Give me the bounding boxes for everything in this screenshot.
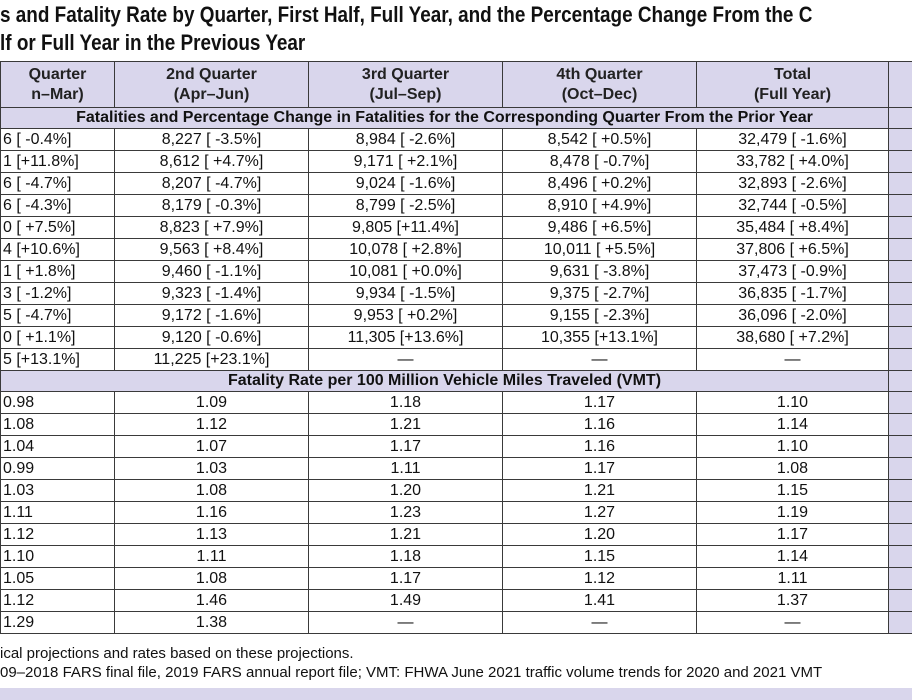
fatalities-cell-q1: 4 [+10.6%] — [1, 239, 115, 261]
rate-cell-q2: 1.13 — [115, 524, 309, 546]
rate-cell-q2: 1.08 — [115, 480, 309, 502]
column-header-1st-quarter: Quarter n–Mar) — [1, 62, 115, 108]
fatalities-cell-q3: — — [309, 349, 503, 371]
cut-off-cell — [889, 524, 912, 546]
cut-off-cell — [889, 546, 912, 568]
rate-cell-total: 1.14 — [697, 414, 889, 436]
cut-off-cell — [889, 261, 912, 283]
rate-cell-q4: 1.17 — [503, 458, 697, 480]
fatalities-cell-total: — — [697, 349, 889, 371]
cut-off-cell — [889, 349, 912, 371]
rate-cell-q1: 1.29 — [1, 612, 115, 634]
fatalities-cell-q4: 8,910 [ +4.9%] — [503, 195, 697, 217]
rate-cell-q4: 1.16 — [503, 436, 697, 458]
rate-cell-q3: 1.18 — [309, 392, 503, 414]
fatalities-cell-total: 32,893 [ -2.6%] — [697, 173, 889, 195]
fatalities-cell-q2: 9,323 [ -1.4%] — [115, 283, 309, 305]
table-header-row — [1, 62, 912, 108]
fatalities-cell-q4: 9,155 [ -2.3%] — [503, 305, 697, 327]
fatalities-cell-q3: 9,934 [ -1.5%] — [309, 283, 503, 305]
rate-cell-q4: 1.17 — [503, 392, 697, 414]
rate-row — [1, 414, 912, 436]
rate-cell-q2: 1.46 — [115, 590, 309, 612]
column-header-3rd-quarter: 3rd Quarter (Jul–Sep) — [309, 62, 503, 108]
rate-cell-q1: 1.10 — [1, 546, 115, 568]
rate-cell-q3: 1.17 — [309, 436, 503, 458]
rate-cell-q4: 1.12 — [503, 568, 697, 590]
rate-cell-q4: 1.15 — [503, 546, 697, 568]
fatalities-cell-q4: 8,542 [ +0.5%] — [503, 129, 697, 151]
fatalities-cell-q2: 9,172 [ -1.6%] — [115, 305, 309, 327]
rate-cell-total: 1.10 — [697, 392, 889, 414]
rate-cell-q3: 1.18 — [309, 546, 503, 568]
rate-cell-total: 1.10 — [697, 436, 889, 458]
rate-row — [1, 480, 912, 502]
rate-row — [1, 546, 912, 568]
fatalities-row — [1, 129, 912, 151]
fatalities-row — [1, 261, 912, 283]
fatalities-cell-q1: 1 [+11.8%] — [1, 151, 115, 173]
fatalities-cell-q4: 9,486 [ +6.5%] — [503, 217, 697, 239]
cut-off-cell — [889, 173, 912, 195]
rate-cell-q1: 1.03 — [1, 480, 115, 502]
fatalities-row — [1, 217, 912, 239]
cut-off-cell — [889, 480, 912, 502]
cut-off-cell — [889, 283, 912, 305]
cut-off-cell — [889, 414, 912, 436]
fatalities-cell-q1: 5 [ -4.7%] — [1, 305, 115, 327]
rate-cell-q3: — — [309, 612, 503, 634]
fatalities-cell-q4: 9,631 [ -3.8%] — [503, 261, 697, 283]
rate-cell-q4: 1.20 — [503, 524, 697, 546]
fatalities-row — [1, 283, 912, 305]
rate-cell-q2: 1.03 — [115, 458, 309, 480]
fatalities-cell-q2: 8,179 [ -0.3%] — [115, 195, 309, 217]
fatalities-cell-q1: 3 [ -1.2%] — [1, 283, 115, 305]
fatalities-cell-q2: 9,563 [ +8.4%] — [115, 239, 309, 261]
fatalities-cell-q3: 8,984 [ -2.6%] — [309, 129, 503, 151]
fatalities-cell-total: 37,473 [ -0.9%] — [697, 261, 889, 283]
fatalities-row — [1, 239, 912, 261]
fatalities-row — [1, 173, 912, 195]
column-header-4th-quarter: 4th Quarter (Oct–Dec) — [503, 62, 697, 108]
fatalities-cell-total: 32,479 [ -1.6%] — [697, 129, 889, 151]
cut-off-cell — [889, 590, 912, 612]
fatalities-cell-total: 37,806 [ +6.5%] — [697, 239, 889, 261]
fatalities-cell-q2: 11,225 [+23.1%] — [115, 349, 309, 371]
fatalities-cell-q3: 9,805 [+11.4%] — [309, 217, 503, 239]
cut-off-cell — [889, 239, 912, 261]
rate-row — [1, 568, 912, 590]
rate-cell-q4: 1.41 — [503, 590, 697, 612]
rate-cell-q1: 0.99 — [1, 458, 115, 480]
fatalities-cell-q1: 0 [ +7.5%] — [1, 217, 115, 239]
rate-row — [1, 392, 912, 414]
fatalities-cell-q2: 9,120 [ -0.6%] — [115, 327, 309, 349]
rate-row — [1, 458, 912, 480]
section-title-fatalities: Fatalities and Percentage Change in Fatalities for the Corresponding Quarter From the Prior Year — [1, 108, 889, 129]
cut-off-cell — [889, 392, 912, 414]
fatalities-cell-q3: 10,078 [ +2.8%] — [309, 239, 503, 261]
cut-off-cell — [889, 195, 912, 217]
fatalities-cell-q4: 10,355 [+13.1%] — [503, 327, 697, 349]
footnote-projections: ical projections and rates based on these projections. — [0, 645, 354, 662]
rate-cell-total: 1.14 — [697, 546, 889, 568]
fatalities-cell-q1: 6 [ -4.7%] — [1, 173, 115, 195]
rate-cell-q3: 1.20 — [309, 480, 503, 502]
cut-off-cell — [889, 436, 912, 458]
rate-cell-q2: 1.12 — [115, 414, 309, 436]
cut-off-cell — [889, 305, 912, 327]
rate-cell-q2: 1.16 — [115, 502, 309, 524]
fatalities-row — [1, 195, 912, 217]
rate-cell-total: 1.19 — [697, 502, 889, 524]
fatalities-cell-total: 35,484 [ +8.4%] — [697, 217, 889, 239]
cut-off-cell — [889, 129, 912, 151]
rate-cell-q3: 1.23 — [309, 502, 503, 524]
fatalities-cell-q3: 9,171 [ +2.1%] — [309, 151, 503, 173]
rate-cell-total: 1.17 — [697, 524, 889, 546]
rate-cell-q2: 1.09 — [115, 392, 309, 414]
fatalities-cell-q1: 6 [ -0.4%] — [1, 129, 115, 151]
column-header-cut-off — [889, 62, 912, 108]
fatalities-row — [1, 327, 912, 349]
rate-cell-q2: 1.38 — [115, 612, 309, 634]
footnote-sources: 09–2018 FARS final file, 2019 FARS annual report file; VMT: FHWA June 2021 traffic volume trends for 2020 and 2021 VMT — [0, 664, 823, 681]
fatalities-cell-q1: 1 [ +1.8%] — [1, 261, 115, 283]
cut-off-cell — [889, 502, 912, 524]
fatalities-cell-q2: 8,612 [ +4.7%] — [115, 151, 309, 173]
fatalities-row — [1, 151, 912, 173]
rate-cell-q3: 1.21 — [309, 414, 503, 436]
rate-cell-q3: 1.17 — [309, 568, 503, 590]
fatalities-cell-q2: 9,460 [ -1.1%] — [115, 261, 309, 283]
rate-cell-q1: 1.04 — [1, 436, 115, 458]
rate-cell-q1: 1.12 — [1, 590, 115, 612]
report-title-line-2: lf or Full Year in the Previous Year — [0, 30, 306, 55]
rate-row — [1, 436, 912, 458]
rate-cell-q3: 1.11 — [309, 458, 503, 480]
fatalities-cell-q2: 8,227 [ -3.5%] — [115, 129, 309, 151]
rate-cell-total: 1.37 — [697, 590, 889, 612]
fatalities-cell-total: 32,744 [ -0.5%] — [697, 195, 889, 217]
rate-row — [1, 502, 912, 524]
column-header-2nd-quarter: 2nd Quarter (Apr–Jun) — [115, 62, 309, 108]
cut-off-cell — [889, 568, 912, 590]
rate-cell-q1: 1.08 — [1, 414, 115, 436]
fatalities-cell-q3: 9,953 [ +0.2%] — [309, 305, 503, 327]
report-title-line-1: s and Fatality Rate by Quarter, First Half, Full Year, and the Percentage Change From the C — [0, 2, 813, 27]
section-header-rates — [1, 371, 912, 392]
fatalities-cell-total: 38,680 [ +7.2%] — [697, 327, 889, 349]
rate-cell-q4: 1.16 — [503, 414, 697, 436]
rate-cell-q1: 1.05 — [1, 568, 115, 590]
fatalities-row — [1, 305, 912, 327]
rate-cell-total: — — [697, 612, 889, 634]
fatalities-cell-q1: 0 [ +1.1%] — [1, 327, 115, 349]
fatalities-cell-q3: 8,799 [ -2.5%] — [309, 195, 503, 217]
rate-cell-q1: 1.11 — [1, 502, 115, 524]
rate-cell-q2: 1.07 — [115, 436, 309, 458]
rate-cell-q1: 0.98 — [1, 392, 115, 414]
fatalities-cell-q3: 9,024 [ -1.6%] — [309, 173, 503, 195]
fatalities-cell-q4: 8,496 [ +0.2%] — [503, 173, 697, 195]
fatalities-cell-q2: 8,823 [ +7.9%] — [115, 217, 309, 239]
rate-row — [1, 590, 912, 612]
bottom-band — [0, 688, 912, 700]
rate-cell-total: 1.11 — [697, 568, 889, 590]
column-header-total: Total (Full Year) — [697, 62, 889, 108]
fatalities-row — [1, 349, 912, 371]
rate-cell-total: 1.15 — [697, 480, 889, 502]
section-title-rates: Fatality Rate per 100 Million Vehicle Miles Traveled (VMT) — [1, 371, 889, 392]
cut-off-cell — [889, 612, 912, 634]
fatalities-cell-total: 36,096 [ -2.0%] — [697, 305, 889, 327]
rate-cell-total: 1.08 — [697, 458, 889, 480]
fatalities-cell-total: 33,782 [ +4.0%] — [697, 151, 889, 173]
rate-row — [1, 612, 912, 634]
fatalities-cell-q3: 10,081 [ +0.0%] — [309, 261, 503, 283]
rate-cell-q3: 1.21 — [309, 524, 503, 546]
cut-off-cell — [889, 217, 912, 239]
rate-cell-q4: 1.27 — [503, 502, 697, 524]
cut-off-cell — [889, 327, 912, 349]
rate-row — [1, 524, 912, 546]
cut-off-cell — [889, 458, 912, 480]
fatalities-cell-q4: 10,011 [ +5.5%] — [503, 239, 697, 261]
fatalities-cell-q3: 11,305 [+13.6%] — [309, 327, 503, 349]
fatalities-cell-q4: 8,478 [ -0.7%] — [503, 151, 697, 173]
rate-cell-q1: 1.12 — [1, 524, 115, 546]
rate-cell-q4: 1.21 — [503, 480, 697, 502]
fatalities-cell-q2: 8,207 [ -4.7%] — [115, 173, 309, 195]
cut-off-cell — [889, 151, 912, 173]
fatalities-cell-q4: — — [503, 349, 697, 371]
rate-cell-q2: 1.11 — [115, 546, 309, 568]
fatalities-cell-q1: 5 [+13.1%] — [1, 349, 115, 371]
rate-cell-q3: 1.49 — [309, 590, 503, 612]
fatalities-cell-total: 36,835 [ -1.7%] — [697, 283, 889, 305]
fatalities-cell-q4: 9,375 [ -2.7%] — [503, 283, 697, 305]
rate-cell-q4: — — [503, 612, 697, 634]
fatalities-table — [0, 61, 912, 634]
fatalities-cell-q1: 6 [ -4.3%] — [1, 195, 115, 217]
section-header-fatalities — [1, 108, 912, 129]
rate-cell-q2: 1.08 — [115, 568, 309, 590]
